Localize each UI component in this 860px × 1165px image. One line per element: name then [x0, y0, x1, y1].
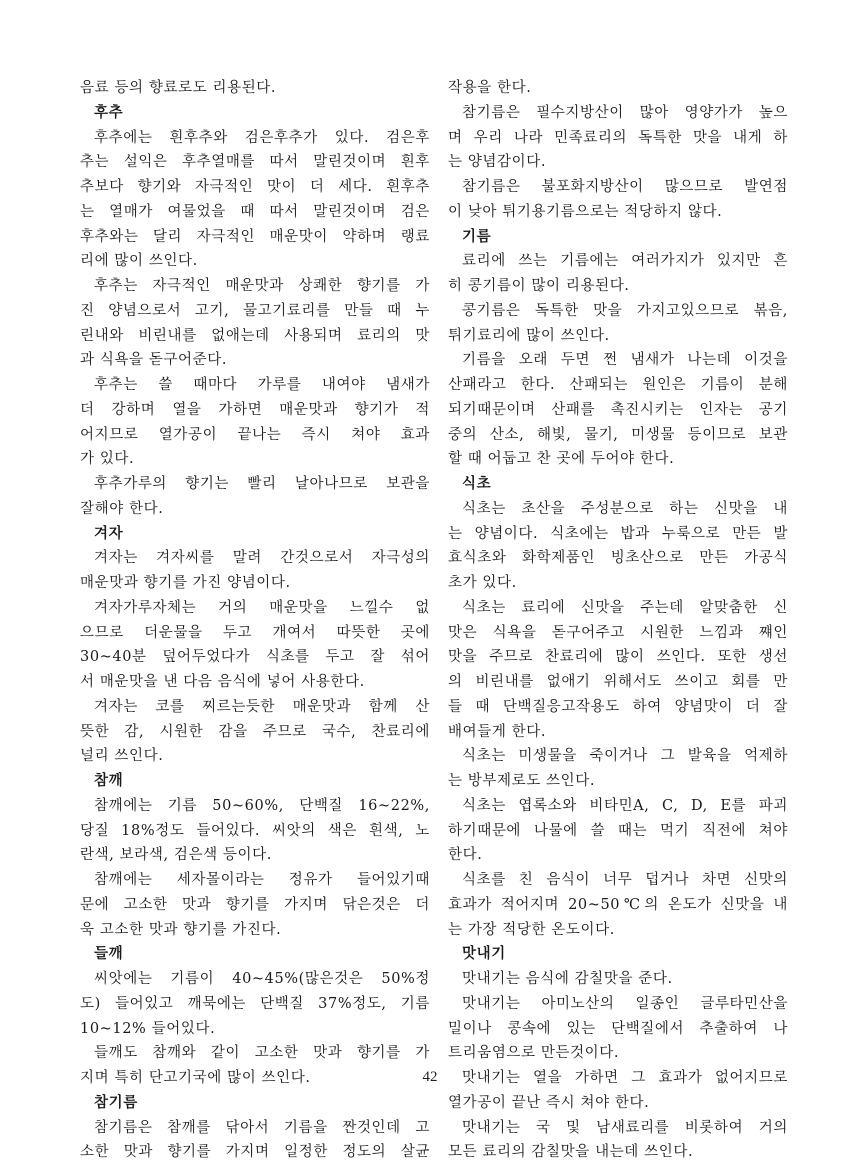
text-line: 맛은 식욕을 돋구어주고 시원한 느낌과 쨰인 — [448, 624, 788, 641]
text-line: 며 우리 나라 민족료리의 독특한 맛을 내게 하 — [448, 129, 788, 146]
text-line: 리에 많이 쓰인다. — [80, 253, 198, 270]
text-line: 모든 료리의 감칠맛을 내는데 쓰인다. — [448, 1144, 694, 1161]
text-line: 소한 맛과 향기를 가지며 일정한 정도의 살균 — [80, 1144, 430, 1161]
text-line: 참기름은 불포화지방산이 많으므로 발연점 — [462, 179, 788, 195]
text-line: 후추와는 달리 자극적인 매운맛이 약하며 랭료 — [80, 228, 430, 245]
text-line: 트리움염으로 만든것이다. — [448, 1045, 620, 1062]
text-line: 겨자는 겨자씨를 말려 간것으로서 자극성의 — [94, 550, 430, 567]
text-line: 후추는 쓸 때마다 가루를 내여야 냄새가 — [94, 377, 430, 393]
text-line: 콩기름은 독특한 맛을 가지고있으므로 볶음, — [462, 302, 788, 319]
text-line: 겨자가루자체는 거의 매운맛을 느낄수 없 — [94, 599, 430, 616]
text-line: 후추에는 흰후추와 검은후추가 있다. 검은후 — [94, 129, 430, 146]
text-line: 맛을 주므로 찬료리에 많이 쓰인다. 또한 생선 — [448, 649, 788, 666]
text-line: 의 비린내를 없애기 위해서도 쓰이고 회를 만 — [448, 674, 788, 690]
text-line: 열가공이 끝난 즉시 쳐야 한다. — [448, 1094, 650, 1111]
section-heading: 식초 — [462, 475, 492, 492]
text-line: 효식초와 화학제품인 빙초산으로 만든 가공식 — [448, 550, 788, 567]
text-line: 추는 설익은 후추열매를 따서 말린것이며 흰후 — [80, 154, 430, 171]
text-line: 하기때문에 나물에 쓸 때는 먹기 직전에 쳐야 — [448, 822, 788, 839]
text-line: 겨자는 코를 찌르는듯한 매운맛과 함께 산 — [94, 698, 430, 715]
left-column — [80, 76, 430, 1165]
text-line: 들깨도 참깨와 같이 고소한 맛과 향기를 가 — [94, 1045, 430, 1062]
text-line: 참깨에는 기름 50~60%, 단백질 16~22%, — [94, 797, 430, 814]
text-line: 과 식욕을 돋구어준다. — [80, 352, 228, 369]
text-line: 튀기료리에 많이 쓰인다. — [448, 327, 610, 344]
text-line: 음료 등의 향료로도 리용된다. — [80, 80, 277, 96]
text-line: 맛내기는 열을 가하면 그 효과가 없어지므로 — [462, 1070, 788, 1086]
text-line: 참기름은 참깨를 닦아서 기름을 짠것인데 고 — [94, 1119, 430, 1136]
section-heading: 참기름 — [94, 1093, 138, 1111]
text-line: 맛내기는 음식에 감칠맛을 준다. — [462, 971, 673, 987]
text-line: 기름을 오래 두면 쩐 냄새가 나는데 이것을 — [462, 352, 788, 369]
text-line: 초가 있다. — [448, 575, 517, 591]
text-line: 어지므로 열가공이 끝나는 즉시 쳐야 효과 — [80, 426, 430, 443]
text-line: 산패라고 한다. 산패되는 원인은 기름이 분해 — [448, 377, 788, 393]
text-line: 씨앗에는 기름이 40~45%(많은것은 50%정 — [94, 971, 430, 987]
text-line: 후추는 자극적인 매운맛과 상쾌한 향기를 가 — [94, 278, 430, 294]
text-line: 가 있다. — [80, 451, 135, 468]
section-heading: 참깨 — [94, 772, 124, 789]
text-line: 서 매운맛을 낸 다음 음식에 넣어 사용한다. — [80, 674, 365, 690]
text-line: 식초는 엽록소와 비타민A, C, D, E를 파괴 — [462, 797, 788, 814]
text-line: 히 콩기름이 많이 리용된다. — [448, 278, 630, 294]
text-line: 문에 고소한 맛과 향기를 가지며 닦은것은 더 — [80, 896, 430, 913]
text-line: 작용을 한다. — [448, 80, 532, 96]
text-line: 는 방부제로도 쓰인다. — [448, 773, 596, 789]
text-line: 추보다 향기와 자극적인 맛이 더 세다. 흰후추 — [80, 179, 430, 195]
text-line: 뜻한 감, 시원한 감을 주므로 국수, 찬료리에 — [80, 723, 430, 740]
section-heading: 기름 — [462, 227, 492, 245]
text-line: 30~40분 덮어두었다가 식초를 두고 잘 섞어 — [80, 649, 430, 666]
text-line: 더 강하며 열을 가하면 매운맛과 향기가 적 — [80, 401, 430, 418]
section-heading: 겨자 — [94, 524, 124, 542]
text-line: 널리 쓰인다. — [80, 748, 164, 765]
text-line: 지며 특히 단고기국에 많이 쓰인다. — [80, 1070, 311, 1086]
section-heading: 후추 — [94, 103, 124, 121]
text-line: 으므로 더운물을 두고 개여서 따뜻한 곳에 — [80, 624, 430, 641]
text-line: 는 가장 적당한 온도이다. — [448, 921, 615, 938]
text-line: 중의 산소, 해빛, 물기, 미생물 등이므로 보관 — [448, 426, 788, 443]
text-line: 진 양념으로서 고기, 물고기료리를 만들 때 누 — [80, 302, 430, 319]
text-line: 이 낮아 튀기용기름으로는 적당하지 않다. — [448, 203, 723, 220]
text-line: 식초를 친 음식이 너무 덥거나 차면 신맛의 — [462, 872, 788, 888]
text-line: 들 때 단백질응고작용도 하여 양념맛이 더 잘 — [448, 698, 788, 715]
page-number: 42 — [422, 1069, 438, 1085]
section-heading: 맛내기 — [462, 945, 506, 963]
text-line: 는 양념이다. 식초에는 밥과 누룩으로 만든 발 — [448, 525, 788, 542]
text-line: 료리에 쓰는 기름에는 여러가지가 있지만 흔 — [462, 253, 788, 270]
text-line: 한다. — [448, 847, 483, 864]
text-line: 는 양념감이다. — [448, 154, 547, 171]
text-line: 식초는 초산을 주성분으로 하는 신맛을 내 — [462, 500, 788, 517]
text-line: 참깨에는 세자몰이라는 정유가 들어있기때 — [94, 872, 430, 888]
text-line: 후추가루의 향기는 빨리 날아나므로 보관을 — [94, 476, 430, 492]
text-line: 매운맛과 향기를 가진 양념이다. — [80, 575, 291, 591]
text-line: 당질 18%정도 들어있다. 씨앗의 색은 흰색, 노 — [80, 822, 430, 839]
text-line: 도) 들어있고 깨묵에는 단백질 37%정도, 기름 — [80, 995, 430, 1012]
text-line: 식초는 료리에 신맛을 주는데 알맞춤한 신 — [462, 599, 788, 616]
text-line: 밀이나 콩속에 있는 단백질에서 추출하여 나 — [448, 1020, 788, 1037]
text-line: 할 때 어둡고 찬 곳에 두어야 한다. — [448, 451, 675, 468]
text-line: 식초는 미생물을 죽이거나 그 발육을 억제하 — [462, 748, 788, 765]
text-line: 맛내기는 아미노산의 일종인 글루타민산을 — [462, 995, 788, 1012]
text-line: 란색, 보라색, 검은색 등이다. — [80, 847, 272, 864]
text-line: 린내와 비린내를 없애는데 사용되며 료리의 맛 — [80, 327, 430, 344]
text-line: 잘해야 한다. — [80, 500, 164, 517]
text-line: 욱 고소한 맛과 향기를 가진다. — [80, 921, 282, 938]
text-line: 는 열매가 여물었을 때 따서 말린것이며 검은 — [80, 203, 430, 220]
text-line: 효과가 적어지며 20~50℃의 온도가 신맛을 내 — [448, 896, 788, 913]
section-heading: 들깨 — [94, 945, 124, 963]
text-line: 배여들게 한다. — [448, 723, 547, 740]
text-line: 참기름은 필수지방산이 많아 영양가가 높으 — [462, 104, 788, 121]
text-line: 맛내기는 국 및 남새료리를 비롯하여 거의 — [462, 1119, 788, 1136]
text-line: 되기때문이며 산패를 촉진시키는 인자는 공기 — [448, 401, 788, 418]
right-column — [448, 76, 788, 1165]
text-line: 10~12% 들어있다. — [80, 1020, 216, 1037]
